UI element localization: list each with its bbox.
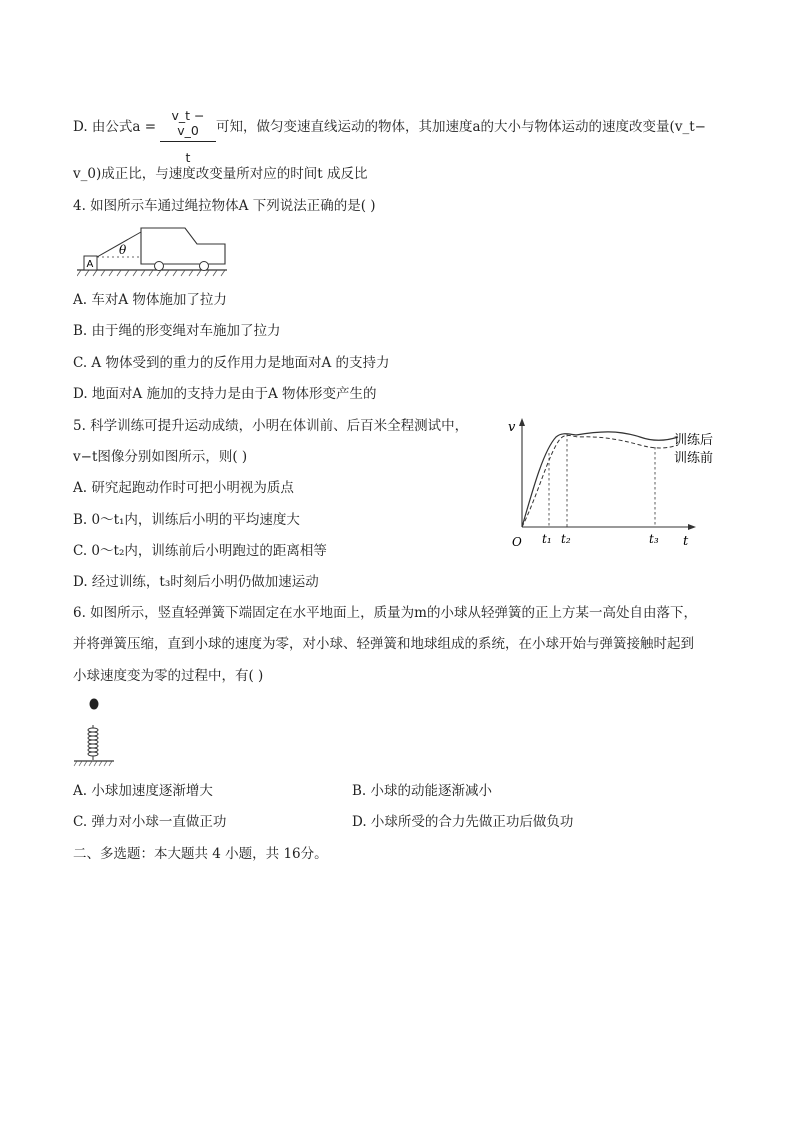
q5-series-after-label: 训练后 (674, 433, 714, 448)
q5-option-a: A. 研究起跑动作时可把小明视为质点 (73, 480, 294, 496)
q3-fraction-numerator: v_t − v_0 (160, 108, 216, 142)
q4-car-figure (77, 222, 233, 278)
q5-vt-graph (500, 415, 730, 555)
q3-fraction-denominator: t (185, 150, 191, 165)
q4-option-b: B. 由于绳的形变绳对车施加了拉力 (73, 323, 281, 339)
q6-option-a: A. 小球加速度逐渐增大 (73, 783, 213, 799)
q3-option-d-continued: v_0)成正比，与速度改变量所对应的时间t 成反比 (73, 166, 368, 182)
q5-stem-line1: 5. 科学训练可提升运动成绩，小明在体训前、后百米全程测试中， (73, 418, 469, 434)
q4-angle-label: θ (119, 243, 127, 257)
q4-option-a: A. 车对A 物体施加了拉力 (73, 292, 227, 308)
q4-car-body (141, 228, 225, 264)
section-2-heading: 二、多选题：本大题共 4 小题，共 16分。 (73, 846, 328, 862)
q5-curve-before (522, 435, 678, 527)
q5-curve-after (522, 432, 678, 527)
q5-series-before-label: 训练前 (674, 451, 714, 466)
q4-option-d: D. 地面对A 施加的支持力是由于A 物体形变产生的 (73, 386, 377, 402)
q5-option-d: D. 经过训练，t₃时刻后小明仍做加速运动 (73, 574, 319, 590)
q6-stem-line2: 并将弹簧压缩，直到小球的速度为零，对小球、轻弹簧和地球组成的系统，在小球开始与弹簧接触时起到 (73, 636, 694, 652)
q4-stem: 4. 如图所示车通过绳拉物体A 下列说法正确的是( ) (73, 198, 376, 214)
q5-tick-t1: t₁ (542, 532, 552, 546)
q6-spring (88, 725, 98, 760)
q6-option-c: C. 弹力对小球一直做正功 (73, 814, 227, 830)
q3-option-d-prefix: D. 由公式a = (73, 119, 157, 135)
q3-option-d (73, 118, 156, 136)
q4-wheel-front (155, 262, 164, 271)
q6-spring-figure (72, 694, 116, 770)
q3-fraction (160, 108, 216, 165)
q4-option-c: C. A 物体受到的重力的反作用力是地面对A 的支持力 (73, 355, 390, 371)
q5-y-axis-label: v (508, 420, 516, 435)
q4-box-a-label: A (86, 259, 94, 270)
q5-tick-t3: t₃ (649, 532, 659, 546)
q6-option-b: B. 小球的动能逐渐减小 (352, 783, 493, 799)
q4-wheel-rear (200, 262, 209, 271)
q5-tick-t2: t₂ (561, 532, 571, 546)
q5-option-c: C. 0～t₂内，训练前后小明跑过的距离相等 (73, 543, 327, 559)
q6-stem-line1: 6. 如图所示，竖直轻弹簧下端固定在水平地面上，质量为m的小球从轻弹簧的正上方某一高处自由落下， (73, 605, 697, 621)
q5-stem-line2: v−t图像分别如图所示，则( ) (73, 449, 248, 465)
q6-stem-line3: 小球速度变为零的过程中，有( ) (73, 668, 264, 684)
q5-x-axis-label: t (683, 534, 689, 549)
q6-option-d: D. 小球所受的合力先做正功后做负功 (352, 814, 574, 830)
q5-origin-label: O (512, 535, 522, 549)
q3-option-d-suffix: 可知，做匀变速直线运动的物体，其加速度a的大小与物体运动的速度改变量(v_t− (216, 119, 706, 135)
q5-option-b: B. 0～t₁内，训练后小明的平均速度大 (73, 512, 300, 528)
q6-ball (90, 699, 99, 710)
